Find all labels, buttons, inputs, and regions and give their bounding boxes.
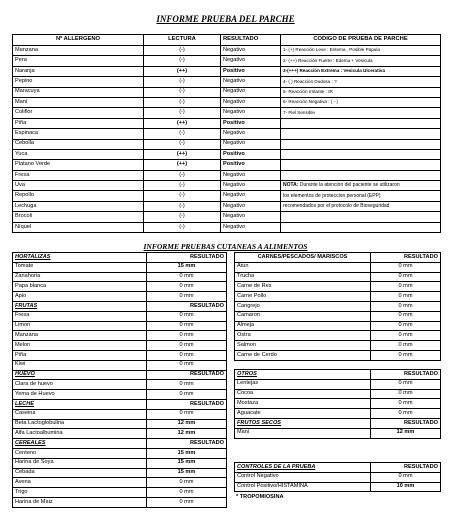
food-row — [235, 272, 441, 282]
result-value: Negativo — [221, 222, 281, 232]
section-name: LECHE — [13, 399, 147, 409]
patch-row — [13, 97, 441, 107]
empty-cell — [281, 129, 441, 139]
patch-row — [13, 222, 441, 232]
allergen-name: Maní — [13, 97, 144, 107]
result-header: RESULTADO — [147, 253, 227, 263]
patch-row — [13, 66, 441, 76]
food-row — [235, 350, 441, 360]
food-row — [235, 399, 441, 409]
patch-row — [13, 160, 441, 170]
section-name: HORTALIZAS — [13, 253, 147, 263]
food-result: 15 mm — [147, 448, 227, 458]
food-row — [13, 321, 227, 331]
result-value: Negativo — [221, 170, 281, 180]
others-table — [234, 369, 441, 439]
patch-row — [13, 56, 441, 66]
food-result: 0 mm — [371, 321, 441, 331]
section-name: CEREALES — [13, 439, 147, 449]
food-result: 0 mm — [371, 311, 441, 321]
food-result: 10 mm — [371, 482, 441, 492]
food-result: 0 mm — [147, 272, 227, 282]
result-header: RESULTADO — [147, 370, 227, 380]
food-name: Trucha — [235, 272, 371, 282]
empty-cell — [281, 222, 441, 232]
result-value: Positivo — [221, 118, 281, 128]
food-name: Aguacate — [235, 409, 371, 419]
food-row — [13, 292, 227, 302]
food-name: Apio — [13, 292, 147, 302]
food-result: 0 mm — [147, 478, 227, 488]
food-left-table — [12, 252, 227, 508]
food-result: 0 mm — [147, 488, 227, 498]
food-row — [235, 321, 441, 331]
allergen-name: Naranja — [13, 66, 144, 76]
section-name: CARNES/PESCADOS/ MARISCOS — [235, 253, 371, 263]
food-result: 0 mm — [147, 360, 227, 370]
reading-value: (++) — [144, 118, 221, 128]
food-row — [13, 272, 227, 282]
section-header-row — [235, 370, 441, 380]
food-row — [13, 448, 227, 458]
food-report-title: INFORME PRUEBAS CUTANEAS A ALIMENTOS — [143, 242, 308, 251]
patch-row — [13, 87, 441, 97]
food-result: 0 mm — [371, 341, 441, 351]
food-result: 0 mm — [371, 379, 441, 389]
allergen-name: Coliflor — [13, 108, 144, 118]
result-header: RESULTADO — [371, 370, 441, 380]
food-row — [13, 488, 227, 498]
food-row — [235, 472, 441, 482]
patch-report-title: INFORME PRUEBA DEL PARCHE — [156, 14, 295, 24]
header-code: CODIGO DE PRUEBA DE PARCHE — [281, 35, 441, 46]
reading-value: (-) — [144, 46, 221, 56]
reading-value: (++) — [144, 149, 221, 159]
note-line — [281, 181, 441, 191]
section-name: FRUTOS SECOS — [235, 418, 371, 428]
food-name: Cebada — [13, 468, 147, 478]
food-name: Mostaza — [235, 399, 371, 409]
result-value: Negativo — [221, 87, 281, 97]
empty-cell — [281, 170, 441, 180]
allergen-name: Repollo — [13, 191, 144, 201]
allergen-name: Pepino — [13, 77, 144, 87]
food-row — [13, 350, 227, 360]
food-name: Beta Lactoglobulina — [13, 419, 147, 429]
empty-cell — [281, 160, 441, 170]
food-name: Alfa Lactoalbumina — [13, 429, 147, 439]
allergen-name: Níquel — [13, 222, 144, 232]
reading-value: (-) — [144, 108, 221, 118]
food-name: Harina de Soya — [13, 458, 147, 468]
food-result: 0 mm — [147, 311, 227, 321]
food-name: Papa blanca — [13, 282, 147, 292]
food-row — [235, 341, 441, 351]
code-legend-item: 4- ( ) Reacción Dudosa : ? — [281, 77, 441, 87]
food-result: 15 mm — [147, 468, 227, 478]
code-legend-item: 1- (+) Reacción Leve : Eritema , Posible Papula — [281, 46, 441, 56]
food-name: Atun — [235, 262, 371, 272]
food-row — [235, 292, 441, 302]
food-row — [13, 282, 227, 292]
food-row — [235, 482, 441, 492]
allergen-name: Brocoli — [13, 212, 144, 222]
food-name: Clara de huevo — [13, 380, 147, 390]
food-row — [13, 311, 227, 321]
allergen-name: Pera — [13, 56, 144, 66]
allergen-name: Fresa — [13, 170, 144, 180]
reading-value: (-) — [144, 222, 221, 232]
food-result: 0 mm — [371, 389, 441, 399]
section-header-row — [13, 301, 227, 311]
food-result: 0 mm — [371, 350, 441, 360]
food-result: 12 mm — [371, 428, 441, 438]
food-row — [13, 497, 227, 507]
empty-cell — [281, 118, 441, 128]
reading-value: (++) — [144, 66, 221, 76]
reading-value: (-) — [144, 181, 221, 191]
patch-row — [13, 170, 441, 180]
food-result: 0 mm — [147, 341, 227, 351]
patch-row — [13, 212, 441, 222]
reading-value: (-) — [144, 56, 221, 66]
result-value: Negativo — [221, 97, 281, 107]
header-allergen: Nº ALLERGENO — [13, 35, 144, 46]
food-row — [235, 428, 441, 438]
result-value: Negativo — [221, 46, 281, 56]
food-name: Kiwi — [13, 360, 147, 370]
food-name: Yema de Huevo — [13, 390, 147, 400]
result-header: RESULTADO — [147, 399, 227, 409]
food-name: Camaron — [235, 311, 371, 321]
food-result: 0 mm — [371, 409, 441, 419]
food-row — [13, 429, 227, 439]
food-name: Limon — [13, 321, 147, 331]
food-name: Caseina — [13, 409, 147, 419]
section-header-row — [235, 463, 441, 473]
allergen-name: Espinaca — [13, 129, 144, 139]
food-row — [13, 478, 227, 488]
food-row — [235, 409, 441, 419]
result-header: RESULTADO — [147, 439, 227, 449]
section-header-row — [13, 370, 227, 380]
food-name: Fresa — [13, 311, 147, 321]
result-value: Negativo — [221, 212, 281, 222]
patch-row — [13, 139, 441, 149]
result-header: RESULTADO — [371, 418, 441, 428]
food-result: 0 mm — [147, 497, 227, 507]
code-legend-item: 2- (++) Reacción Fuerte : Edema + Vesicula — [281, 56, 441, 66]
food-result: 0 mm — [371, 301, 441, 311]
empty-cell — [281, 139, 441, 149]
food-name: Harina de Maiz — [13, 497, 147, 507]
food-result: 15 mm — [147, 262, 227, 272]
section-name: OTROS — [235, 370, 371, 380]
code-legend-item: 3-(+++) Reacción Extrema : Vesicula Ulcerativa — [281, 66, 441, 76]
result-value: Negativo — [221, 181, 281, 191]
food-name: Control Positivo/HISTAMINA — [235, 482, 371, 492]
patch-row — [13, 149, 441, 159]
food-row — [13, 331, 227, 341]
header-result: RESULTADO — [221, 35, 281, 46]
food-result: 0 mm — [147, 292, 227, 302]
food-result: 12 mm — [147, 419, 227, 429]
food-row — [235, 389, 441, 399]
reading-value: (-) — [144, 87, 221, 97]
food-name: Avena — [13, 478, 147, 488]
code-legend-item: 6- Reacción Negativa : ( - ) — [281, 97, 441, 107]
food-name: Maní — [235, 428, 371, 438]
result-value: Positivo — [221, 66, 281, 76]
food-row — [235, 331, 441, 341]
allergen-name: Cebolla — [13, 139, 144, 149]
patch-row — [13, 77, 441, 87]
note-label: NOTA: — [283, 182, 299, 189]
patch-row — [13, 201, 441, 211]
reading-value: (-) — [144, 212, 221, 222]
header-reading: LECTURA — [144, 35, 221, 46]
food-result: 12 mm — [147, 429, 227, 439]
food-result: 0 mm — [147, 350, 227, 360]
patch-row — [13, 191, 441, 201]
food-name: Melon — [13, 341, 147, 351]
food-name: Piña — [13, 350, 147, 360]
food-row — [13, 380, 227, 390]
food-name: Trigo — [13, 488, 147, 498]
food-row — [13, 468, 227, 478]
food-result: 0 mm — [371, 472, 441, 482]
result-header: RESULTADO — [371, 253, 441, 263]
patch-row — [13, 129, 441, 139]
section-header-row — [13, 439, 227, 449]
section-header-row — [235, 253, 441, 263]
food-result: 0 mm — [147, 321, 227, 331]
food-row — [13, 390, 227, 400]
section-header-row — [13, 253, 227, 263]
allergen-name: Lechuga — [13, 201, 144, 211]
patch-row — [13, 181, 441, 191]
food-name: Carne de Cerdo — [235, 350, 371, 360]
food-result: 15 mm — [147, 458, 227, 468]
note-text: Durante la atencion del paciente se utilizaron — [299, 182, 400, 189]
section-header-row — [235, 418, 441, 428]
food-name: Manzana — [13, 331, 147, 341]
result-value: Negativo — [221, 108, 281, 118]
allergen-name: Platano Verde — [13, 160, 144, 170]
controls-table — [234, 462, 441, 492]
allergen-name: Maracuya — [13, 87, 144, 97]
food-name: Almeja — [235, 321, 371, 331]
food-row — [235, 301, 441, 311]
food-row — [235, 379, 441, 389]
section-name: HUEVO — [13, 370, 147, 380]
patch-row — [13, 118, 441, 128]
section-name: CONTROLES DE LA PRUEBA — [235, 463, 371, 473]
food-name: Cangrejo — [235, 301, 371, 311]
result-value: Negativo — [221, 139, 281, 149]
code-legend-item: 5- Reacción Irritante : IR — [281, 87, 441, 97]
food-result: 0 mm — [371, 272, 441, 282]
empty-cell — [281, 212, 441, 222]
result-value: Positivo — [221, 149, 281, 159]
note-line: los elementos de proteccion personal (EPP) — [281, 191, 441, 201]
food-name: Carne Pollo — [235, 292, 371, 302]
reading-value: (++) — [144, 160, 221, 170]
food-result: 0 mm — [371, 262, 441, 272]
food-row — [13, 409, 227, 419]
food-row — [13, 360, 227, 370]
allergen-name: Manzana — [13, 46, 144, 56]
empty-cell — [281, 149, 441, 159]
result-value: Negativo — [221, 77, 281, 87]
food-name: Tomate — [13, 262, 147, 272]
allergen-name: Piña — [13, 118, 144, 128]
reading-value: (-) — [144, 201, 221, 211]
food-result: 0 mm — [371, 399, 441, 409]
reading-value: (-) — [144, 139, 221, 149]
result-header: RESULTADO — [147, 301, 227, 311]
food-result: 0 mm — [147, 390, 227, 400]
food-name: Centeno — [13, 448, 147, 458]
food-result: 0 mm — [147, 331, 227, 341]
meat-table — [234, 252, 441, 361]
food-result: 0 mm — [147, 380, 227, 390]
patch-row — [13, 108, 441, 118]
reading-value: (-) — [144, 170, 221, 180]
result-value: Negativo — [221, 129, 281, 139]
section-name: FRUTAS — [13, 301, 147, 311]
food-row — [13, 262, 227, 272]
code-legend-item: 7- Piel Sensible — [281, 108, 441, 118]
food-name: Cocoa — [235, 389, 371, 399]
result-value: Negativo — [221, 201, 281, 211]
food-row — [235, 282, 441, 292]
food-name: Zanahoria — [13, 272, 147, 282]
food-row — [13, 419, 227, 429]
food-name: Salmon — [235, 341, 371, 351]
note-line: recomendados por el protocolo de Bioseguridad — [281, 201, 441, 211]
reading-value: (-) — [144, 97, 221, 107]
result-value: Positivo — [221, 160, 281, 170]
reading-value: (-) — [144, 129, 221, 139]
food-result: 0 mm — [147, 282, 227, 292]
food-result: 0 mm — [147, 409, 227, 419]
result-header: RESULTADO — [371, 463, 441, 473]
patch-row — [13, 46, 441, 56]
food-row — [13, 458, 227, 468]
food-result: 0 mm — [371, 331, 441, 341]
food-row — [13, 341, 227, 351]
food-result: 0 mm — [371, 292, 441, 302]
allergen-name: Yuca — [13, 149, 144, 159]
food-name: Ostra — [235, 331, 371, 341]
food-row — [235, 262, 441, 272]
section-header-row — [13, 399, 227, 409]
food-name: Control Negativo — [235, 472, 371, 482]
result-value: Negativo — [221, 56, 281, 66]
result-value: Negativo — [221, 191, 281, 201]
allergen-name: Uva — [13, 181, 144, 191]
food-result: 0 mm — [371, 282, 441, 292]
reading-value: (-) — [144, 77, 221, 87]
footnote: * TROPOMIOSINA — [236, 494, 284, 500]
food-name: Lentejas — [235, 379, 371, 389]
reading-value: (-) — [144, 191, 221, 201]
patch-test-table — [12, 34, 441, 233]
food-row — [235, 311, 441, 321]
food-name: Carne de Res — [235, 282, 371, 292]
